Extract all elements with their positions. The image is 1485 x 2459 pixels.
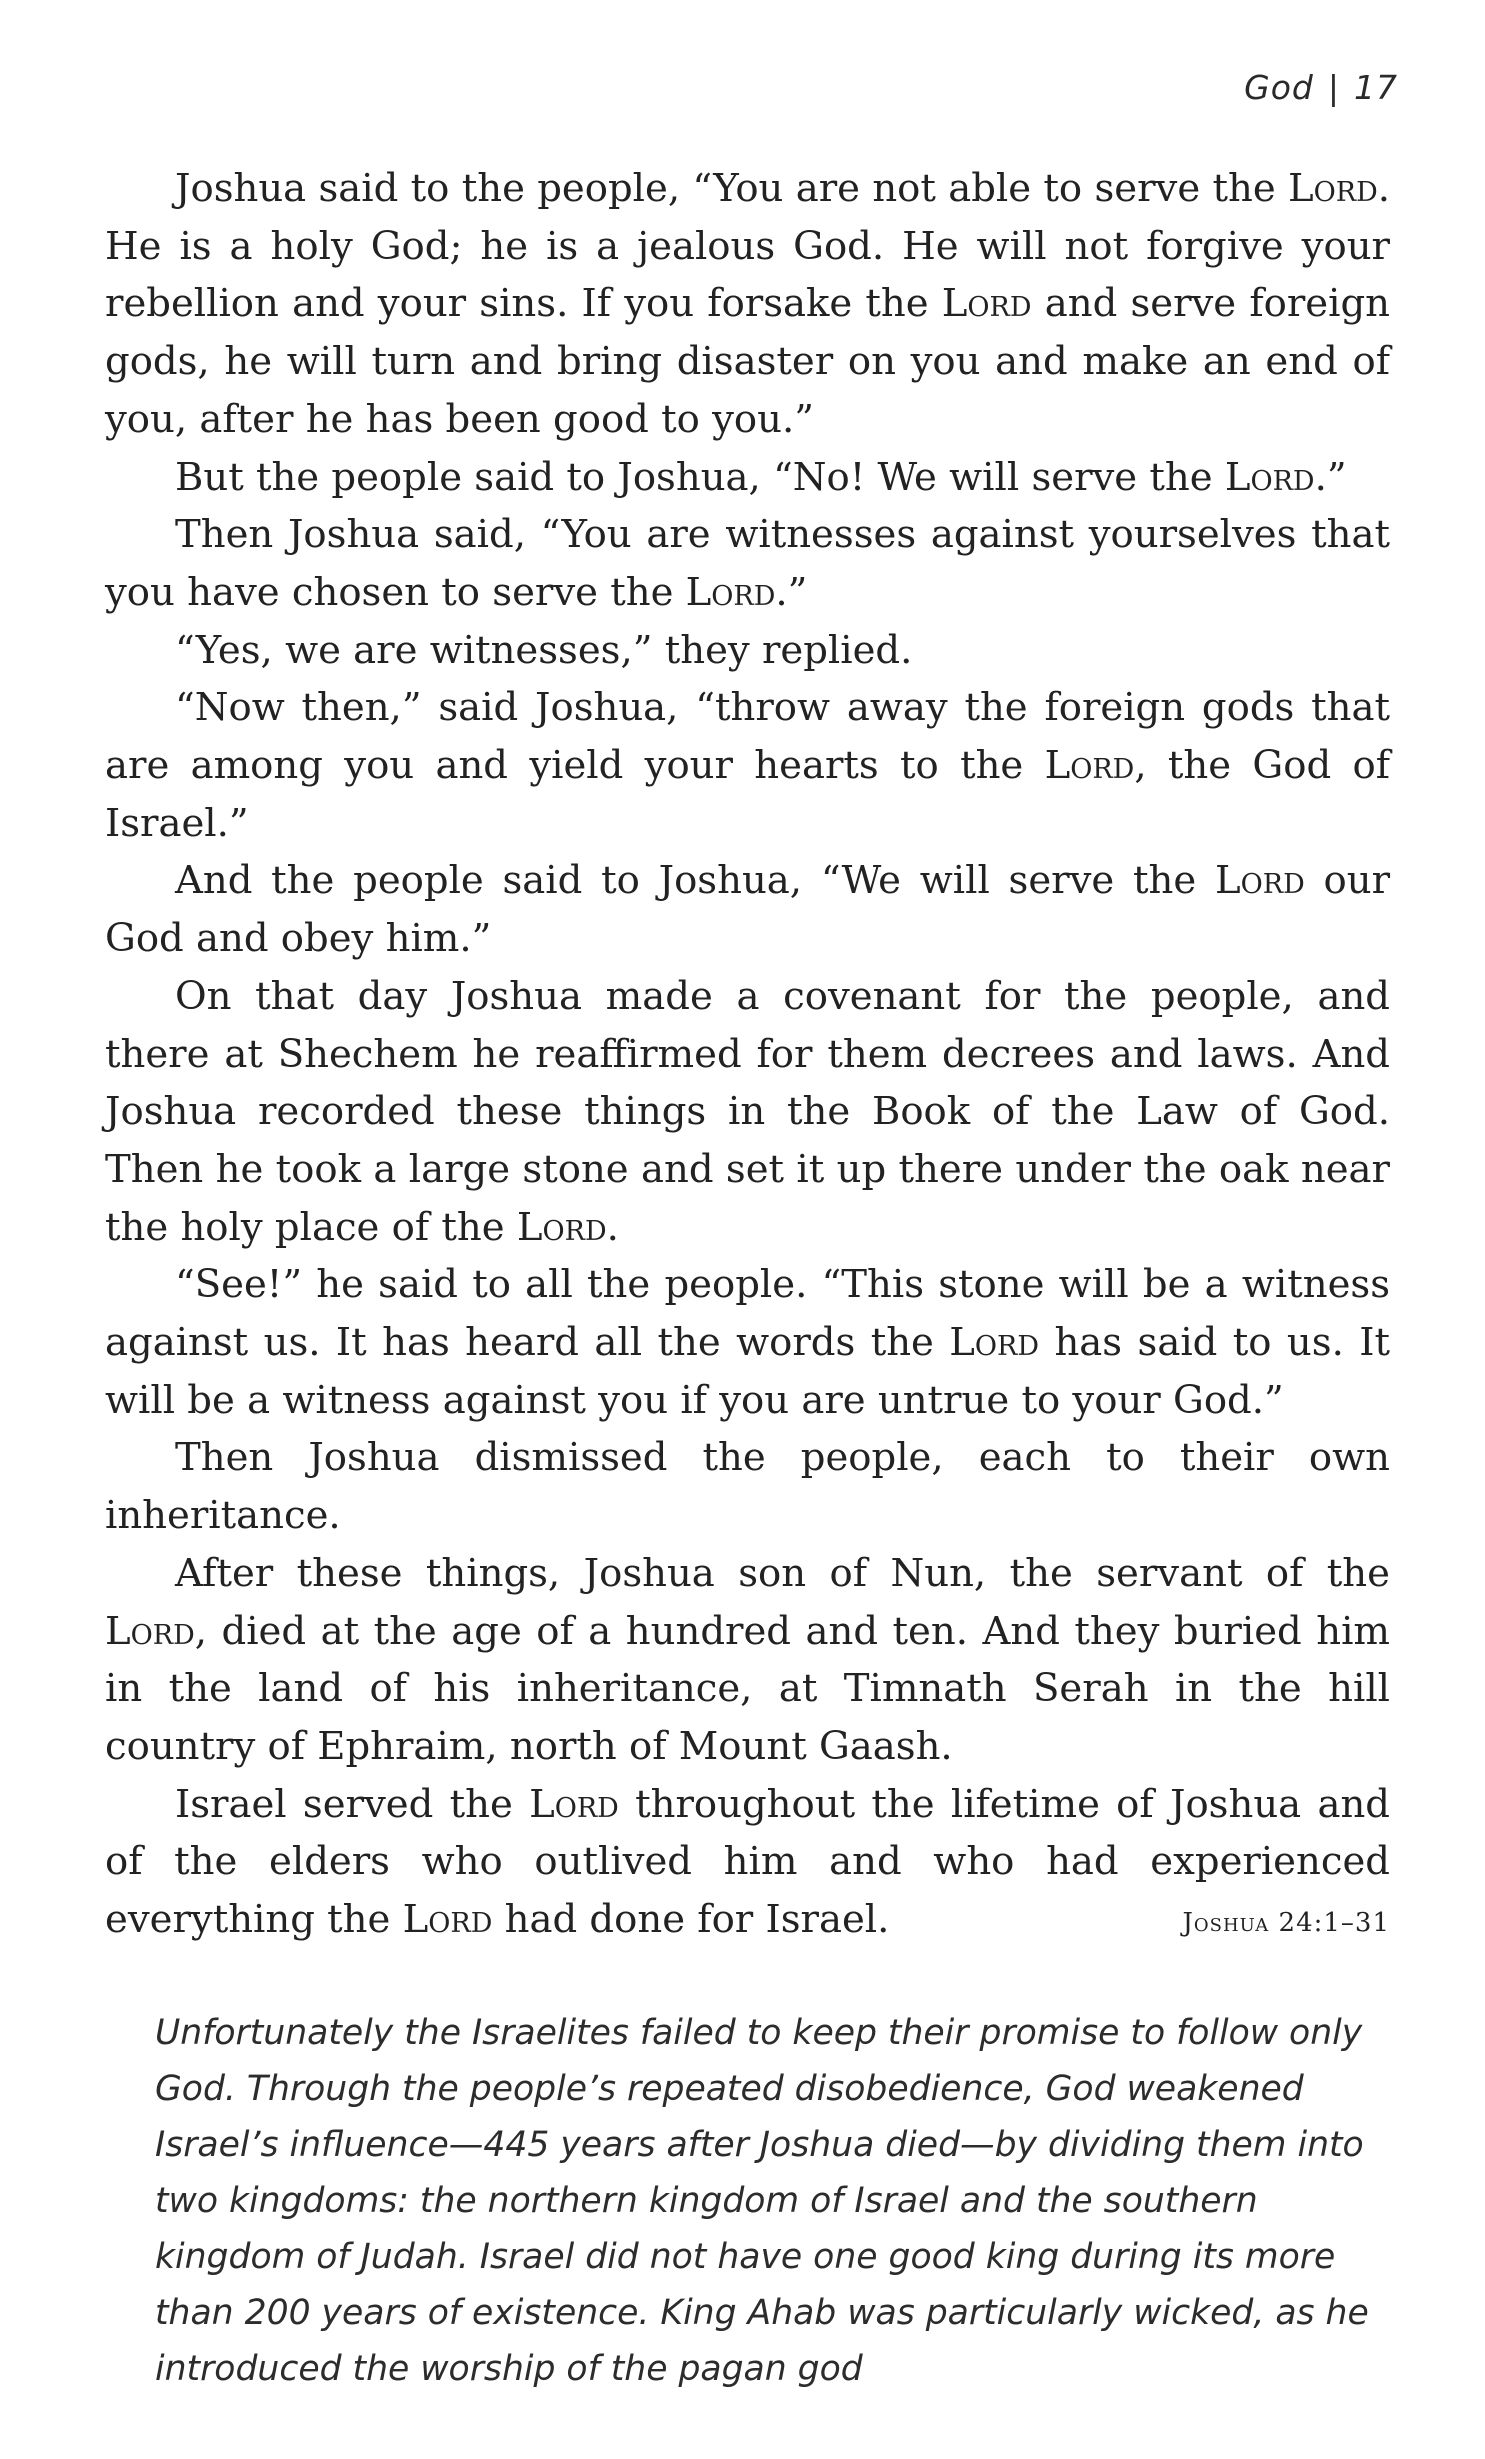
divine-name: Lord bbox=[402, 1897, 493, 1943]
divine-name: Lord bbox=[949, 1320, 1040, 1366]
header-separator: | bbox=[1327, 68, 1340, 107]
divine-name: Lord bbox=[1288, 166, 1378, 211]
passage-paragraph: “Yes, we are witnesses,” they replied. bbox=[175, 627, 913, 673]
commentary-paragraph: Unfortunately the Israelites failed to keep their promise to follow only God. Through the people’s repeated disobedience, God weakened Israel’s influence—445 years after Joshua died—by dividing them into two kingdoms: the northern kingdom of Israel and the southern kingdom of Judah. Israel did not have one good king during its more than 200 years of existence. King Ahab was particularly wicked, as he introduced the worship of the pagan god bbox=[155, 2013, 1369, 2389]
divine-name: Lord bbox=[685, 569, 776, 615]
divine-name: Lord bbox=[1214, 858, 1305, 904]
divine-name: Lord bbox=[1044, 743, 1135, 789]
scripture-reference: Joshua 24:1–31 bbox=[1182, 1908, 1390, 1939]
passage-paragraph: Israel served the Lord throughout the lifetime of Joshua and of the elders who outlived him and who had experienced everything the Lord had done for Israel. Joshua 24:1–31 bbox=[105, 1776, 1390, 1949]
passage-paragraph: “See!” he said to all the people. “This stone will be a witness against us. It has heard all the words the Lord has said to us. It will be a witness against you if you are untrue to your God.” bbox=[105, 1262, 1390, 1423]
passage-paragraph: But the people said to Joshua, “No! We will serve the Lord.” bbox=[175, 454, 1347, 500]
passage-paragraph: Then Joshua dismissed the people, each to their own inheritance. bbox=[105, 1435, 1390, 1539]
passage-paragraph: After these things, Joshua son of Nun, the servant of the Lord, died at the age of a hundred and ten. And they buried him in the land of his inheritance, at Timnath Serah in the hill country of Ephraim, north of Mount Gaash. bbox=[105, 1550, 1390, 1769]
divine-name: Lord bbox=[941, 281, 1032, 327]
passage-paragraph: Then Joshua said, “You are witnesses against yourselves that you have chosen to serve the Lord.” bbox=[105, 512, 1390, 615]
section-title: God bbox=[1244, 68, 1314, 107]
divine-name: Lord bbox=[529, 1781, 619, 1827]
passage-paragraph: On that day Joshua made a covenant for the people, and there at Shechem he reaffirmed for them decrees and laws. And Joshua recorded these things in the Book of the Law of God. Then he took a large stone and set it up there under the oak near the holy place of the Lord. bbox=[105, 973, 1390, 1250]
divine-name: Lord bbox=[1224, 454, 1315, 500]
page-number: 17 bbox=[1354, 68, 1398, 107]
passage-paragraph: “Now then,” said Joshua, “throw away the foreign gods that are among you and yield your hearts to the Lord, the God of Israel.” bbox=[105, 685, 1390, 846]
running-head bbox=[1244, 68, 1398, 107]
divine-name: Lord bbox=[105, 1608, 195, 1654]
passage-paragraph: Joshua said to the people, “You are not able to serve the Lord. He is a holy God; he is a jealous God. He will not forgive your rebellion and your sins. If you forsake the Lord and serve foreign gods, he will turn and bring disaster on you and make an end of you, after he has been good to you.” bbox=[105, 166, 1390, 442]
scripture-passage bbox=[105, 160, 1390, 1953]
passage-paragraph: And the people said to Joshua, “We will serve the Lord our God and obey him.” bbox=[105, 858, 1391, 962]
divine-name: Lord bbox=[516, 1204, 607, 1250]
